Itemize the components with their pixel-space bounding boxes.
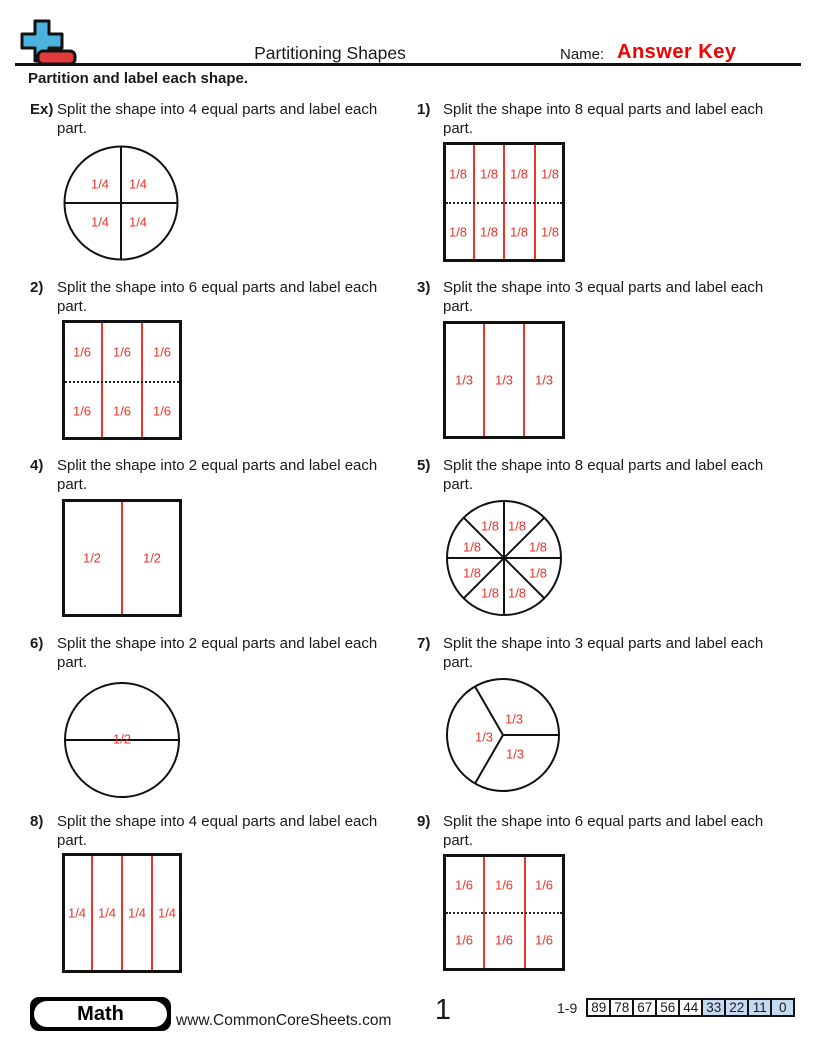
score-cell: 78 [609, 998, 634, 1017]
problem-text: Split the shape into 3 equal parts and label each part. [443, 279, 764, 315]
problem-number: 5) [417, 457, 431, 474]
fraction-label: 1/8 [479, 224, 499, 240]
fraction-label: 1/6 [152, 344, 172, 360]
score-range-label: 1-9 [557, 999, 578, 1016]
fraction-label: 1/2 [142, 550, 162, 566]
fraction-label: 1/8 [448, 166, 468, 182]
problem-6 [30, 634, 408, 672]
subject-badge-label: Math [34, 1001, 167, 1027]
fraction-label: 1/4 [157, 905, 177, 921]
page-title: Partitioning Shapes [254, 43, 406, 63]
partition-dotted-line [446, 202, 562, 204]
fraction-label: 1/6 [72, 344, 92, 360]
problem-2 [30, 278, 408, 316]
partition-line [121, 856, 123, 970]
partition-line [483, 324, 485, 436]
problem-number: 7) [417, 635, 431, 652]
website-text: www.CommonCoreSheets.com [176, 1012, 392, 1029]
fraction-label: 1/8 [540, 166, 560, 182]
fraction-label: 1/4 [128, 176, 148, 192]
fraction-label: 1/6 [494, 932, 514, 948]
fraction-label: 1/8 [479, 166, 499, 182]
fraction-label: 1/3 [504, 711, 524, 727]
fraction-label: 1/8 [507, 518, 527, 534]
problem-number: 9) [417, 813, 431, 830]
problem-3 [417, 278, 795, 316]
partition-dotted-line [446, 912, 562, 914]
fraction-label: 1/4 [90, 176, 110, 192]
problem-1 [417, 100, 795, 138]
shape-square-4-parts [62, 853, 182, 973]
problem-number: 8) [30, 813, 44, 830]
shape-square-3-parts [443, 321, 565, 439]
shape-circle-2-parts [63, 681, 181, 799]
fraction-label: 1/6 [534, 877, 554, 893]
partition-line [91, 856, 93, 970]
fraction-label: 1/6 [534, 932, 554, 948]
fraction-label: 1/3 [454, 372, 474, 388]
partition-line [141, 323, 143, 437]
problem-text: Split the shape into 2 equal parts and label each part. [57, 457, 378, 493]
partition-dotted-line [65, 381, 179, 383]
problem-number: 3) [417, 279, 431, 296]
worksheet-instruction: Partition and label each shape. [28, 70, 249, 87]
fraction-label: 1/3 [505, 746, 525, 762]
problem-number: 1) [417, 101, 431, 118]
fraction-label: 1/3 [494, 372, 514, 388]
problem-text: Split the shape into 2 equal parts and label each part. [57, 635, 378, 671]
fraction-label: 1/8 [507, 585, 527, 601]
fraction-label: 1/3 [534, 372, 554, 388]
score-cell: 67 [632, 998, 657, 1017]
problem-number: Ex) [30, 101, 54, 118]
subject-badge [30, 997, 171, 1031]
fraction-label: 1/4 [90, 214, 110, 230]
problem-number: 4) [30, 457, 44, 474]
shape-square-6-parts [443, 854, 565, 971]
fraction-label: 1/8 [509, 224, 529, 240]
answer-key-text: Answer Key [617, 41, 737, 63]
problem-5 [417, 456, 795, 494]
problem-text: Split the shape into 3 equal parts and label each part. [443, 635, 764, 671]
fraction-label: 1/4 [67, 905, 87, 921]
problem-text: Split the shape into 6 equal parts and label each part. [443, 813, 764, 849]
fraction-label: 1/8 [528, 565, 548, 581]
fraction-label: 1/6 [454, 932, 474, 948]
fraction-label: 1/4 [128, 214, 148, 230]
fraction-label: 1/8 [480, 518, 500, 534]
fraction-label: 1/6 [494, 877, 514, 893]
fraction-label: 1/8 [462, 565, 482, 581]
partition-line [523, 324, 525, 436]
score-cell: 44 [678, 998, 703, 1017]
plus-minus-logo-icon [18, 18, 78, 68]
score-cell-highlighted: 0 [770, 998, 795, 1017]
shape-circle-3-parts [445, 677, 561, 793]
problem-4 [30, 456, 408, 494]
problem-text: Split the shape into 6 equal parts and label each part. [57, 279, 378, 315]
partition-line [121, 502, 123, 614]
fraction-label: 1/8 [540, 224, 560, 240]
fraction-label: 1/6 [152, 403, 172, 419]
score-cell: 89 [586, 998, 611, 1017]
problem-text: Split the shape into 4 equal parts and label each part. [57, 813, 378, 849]
fraction-label: 1/6 [454, 877, 474, 893]
name-label: Name: [560, 46, 605, 63]
shape-circle-8-parts [445, 499, 563, 617]
fraction-label: 1/8 [509, 166, 529, 182]
shape-square-8-parts [443, 142, 565, 262]
score-cell: 56 [655, 998, 680, 1017]
fraction-label: 1/2 [82, 550, 102, 566]
fraction-label: 1/4 [127, 905, 147, 921]
shape-circle-4-parts [63, 145, 179, 261]
partition-line [101, 323, 103, 437]
fraction-label: 1/8 [480, 585, 500, 601]
problem-text: Split the shape into 4 equal parts and label each part. [57, 101, 378, 137]
fraction-label: 1/3 [474, 729, 494, 745]
score-cell-highlighted: 22 [724, 998, 749, 1017]
fraction-label: 1/2 [112, 731, 132, 747]
score-table [557, 998, 795, 1017]
problem-9 [417, 812, 795, 850]
fraction-label: 1/8 [448, 224, 468, 240]
fraction-label: 1/6 [112, 403, 132, 419]
shape-square-6-parts [62, 320, 182, 440]
fraction-label: 1/4 [97, 905, 117, 921]
score-cells [586, 998, 795, 1017]
problem-number: 6) [30, 635, 44, 652]
fraction-label: 1/8 [528, 539, 548, 555]
score-cell-highlighted: 11 [747, 998, 772, 1017]
fraction-label: 1/6 [112, 344, 132, 360]
problem-text: Split the shape into 8 equal parts and label each part. [443, 457, 764, 493]
fraction-label: 1/6 [72, 403, 92, 419]
fraction-label: 1/8 [462, 539, 482, 555]
shape-square-2-parts [62, 499, 182, 617]
problem-text: Split the shape into 8 equal parts and label each part. [443, 101, 764, 137]
problem-7 [417, 634, 795, 672]
score-cell-highlighted: 33 [701, 998, 726, 1017]
page-number: 1 [434, 994, 452, 1026]
problem-number: 2) [30, 279, 44, 296]
problem-8 [30, 812, 408, 850]
partition-line [151, 856, 153, 970]
problem-ex [30, 100, 408, 138]
